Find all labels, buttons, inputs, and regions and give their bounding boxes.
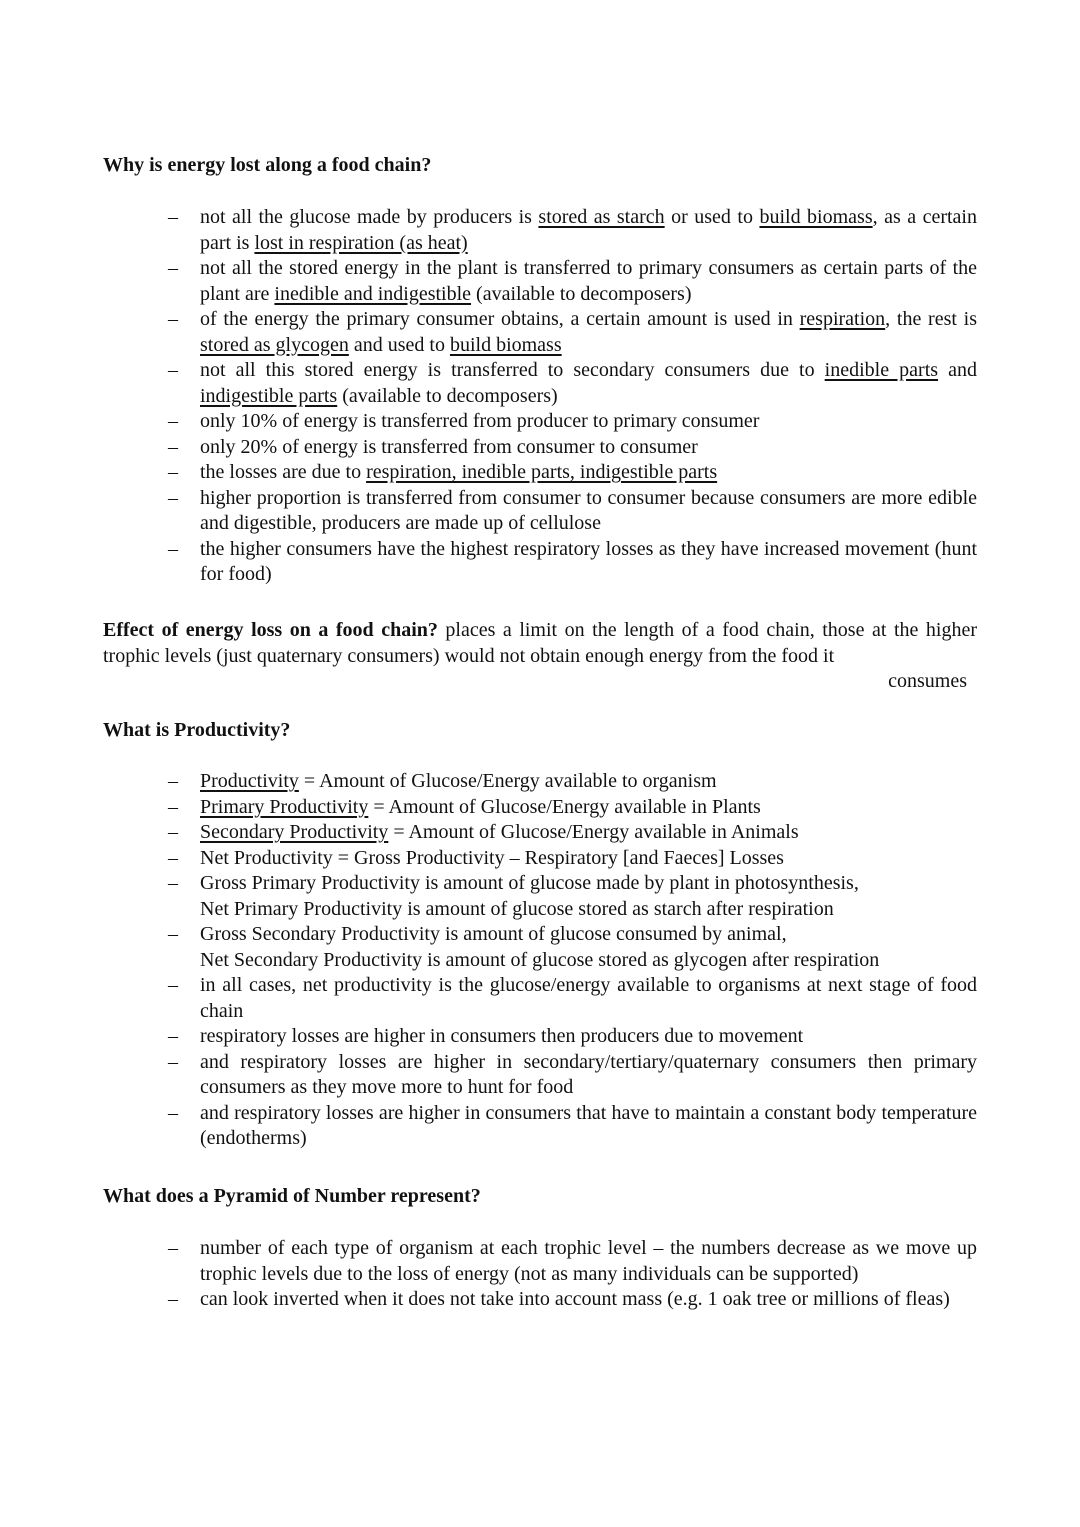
list-item <box>0 486 977 537</box>
item-text: = Amount of Glucose/Energy available to organism <box>298 770 717 792</box>
list-item <box>0 846 977 872</box>
dash-bullet: – <box>168 359 178 381</box>
effect-body-text: places a limit on the length of a food chain, those at the higher trophic levels (just quaternary consumers) would not obtain enough energy from the food it <box>103 619 977 667</box>
underlined-term: inedible parts <box>824 359 939 381</box>
underlined-term: build biomass <box>759 206 873 228</box>
list-item <box>0 1236 977 1287</box>
dash-bullet: – <box>168 206 178 228</box>
underlined-term: stored as glycogen <box>200 333 349 356</box>
item-text: = Amount of Glucose/Energy available in Animals <box>388 821 799 843</box>
item-text: only 20% of energy is transferred from consumer to consumer <box>200 435 698 458</box>
effect-body-tail: consumes <box>888 670 967 692</box>
list-pyramid-of-number <box>0 1236 1080 1313</box>
underlined-term: respiration <box>799 308 886 330</box>
list-item <box>0 435 977 461</box>
item-text: and respiratory losses are higher in consumers that have to maintain a constant body temperature (endotherms) <box>200 1101 977 1149</box>
list-item <box>0 871 977 922</box>
dash-bullet: – <box>168 435 178 458</box>
dash-bullet: – <box>168 410 178 432</box>
item-text: = Amount of Glucose/Energy available in Plants <box>368 795 761 818</box>
item-text: the higher consumers have the highest respiratory losses as they have increased movement (hunt for food) <box>200 537 977 585</box>
item-text: can look inverted when it does not take into account mass (e.g. 1 oak tree or millions of fleas) <box>200 1288 950 1310</box>
list-item <box>0 409 977 435</box>
underlined-term: respiration, inedible parts, indigestible parts <box>366 461 718 483</box>
item-text: the losses are due to <box>200 461 367 483</box>
item-text: , the rest is <box>885 308 977 330</box>
item-text: , as a certain part is <box>200 206 977 254</box>
dash-bullet: – <box>168 461 178 483</box>
paragraph-effect-of-energy-loss <box>103 618 977 669</box>
underlined-term: build biomass <box>449 333 562 356</box>
list-item <box>0 1101 977 1152</box>
item-text: not all this stored energy is transferred to secondary consumers due to <box>200 359 825 381</box>
dash-bullet: – <box>168 821 178 843</box>
item-text: not all the stored energy in the plant is transferred to primary consumers as certain parts of the plant are <box>200 257 977 305</box>
list-item <box>0 973 977 1024</box>
dash-bullet: – <box>168 1101 178 1124</box>
list-item <box>0 1287 977 1313</box>
item-text: respiratory losses are higher in consumers then producers due to movement <box>200 1025 804 1047</box>
dash-bullet: – <box>168 1288 178 1310</box>
dash-bullet: – <box>168 1237 178 1259</box>
dash-bullet: – <box>168 257 178 279</box>
item-text: Gross Secondary Productivity is amount of glucose consumed by animal, <box>200 923 787 945</box>
dash-bullet: – <box>168 770 178 792</box>
item-text: and respiratory losses are higher in secondary/tertiary/quaternary consumers then primary consumers as they move more to hunt for food <box>200 1050 977 1098</box>
list-item <box>0 769 977 795</box>
dash-bullet: – <box>168 923 178 945</box>
list-item <box>0 1050 977 1101</box>
item-text: Net Secondary Productivity is amount of glucose stored as glycogen after respiration <box>200 948 880 971</box>
item-text: Net Productivity = Gross Productivity – Respiratory [and Faeces] Losses <box>200 846 784 869</box>
item-text: or used to <box>664 206 760 228</box>
item-text: in all cases, net productivity is the glucose/energy available to organisms at next stage of food chain <box>200 974 977 1022</box>
item-text: higher proportion is transferred from consumer to consumer because consumers are more edible and digestible, producers are made up of cellulose <box>200 486 977 534</box>
dash-bullet: – <box>168 486 178 509</box>
list-item <box>0 460 977 486</box>
underlined-term: indigestible parts <box>200 384 338 407</box>
dash-bullet: – <box>168 537 178 560</box>
item-text: Net Primary Productivity is amount of glucose stored as starch after respiration <box>200 897 834 920</box>
item-text: (available to decomposers) <box>337 384 558 407</box>
list-item <box>0 795 977 821</box>
item-text: Gross Primary Productivity is amount of glucose made by plant in photosynthesis, <box>200 872 859 894</box>
underlined-term: lost in respiration (as heat) <box>254 231 468 254</box>
list-productivity <box>0 769 1080 1152</box>
list-item <box>0 205 977 256</box>
list-item <box>0 922 977 973</box>
dash-bullet: – <box>168 872 178 894</box>
item-text: and used to <box>348 333 450 356</box>
heading-pyramid-of-number: What does a Pyramid of Number represent? <box>103 1185 481 1207</box>
underlined-term: Secondary Productivity <box>200 821 389 843</box>
heading-productivity: What is Productivity? <box>103 719 291 741</box>
item-text: (available to decomposers) <box>471 282 692 305</box>
list-item <box>0 358 977 409</box>
underlined-term: inedible and indigestible <box>274 282 472 305</box>
heading-energy-loss: Why is energy lost along a food chain? <box>103 154 432 176</box>
list-item <box>0 1024 977 1050</box>
heading-effect-of-energy-loss: Effect of energy loss on a food chain? <box>103 619 438 641</box>
dash-bullet: – <box>168 846 178 869</box>
dash-bullet: – <box>168 1025 178 1047</box>
item-text: of the energy the primary consumer obtains, a certain amount is used in <box>200 308 800 330</box>
dash-bullet: – <box>168 308 178 330</box>
list-item <box>0 537 977 588</box>
list-energy-loss <box>0 205 1080 588</box>
underlined-term: Primary Productivity <box>200 795 369 818</box>
list-item <box>0 820 977 846</box>
underlined-term: stored as starch <box>538 206 665 228</box>
dash-bullet: – <box>168 795 178 818</box>
list-item <box>0 307 977 358</box>
dash-bullet: – <box>168 974 178 996</box>
item-text: only 10% of energy is transferred from producer to primary consumer <box>200 410 760 432</box>
item-text: not all the glucose made by producers is <box>200 206 539 228</box>
list-item <box>0 256 977 307</box>
underlined-term: Productivity <box>200 770 299 792</box>
dash-bullet: – <box>168 1050 178 1073</box>
item-text: number of each type of organism at each trophic level – the numbers decrease as we move up trophic levels due to the loss of energy (not as many individuals can be supported) <box>200 1237 977 1285</box>
item-text: and <box>938 359 977 381</box>
